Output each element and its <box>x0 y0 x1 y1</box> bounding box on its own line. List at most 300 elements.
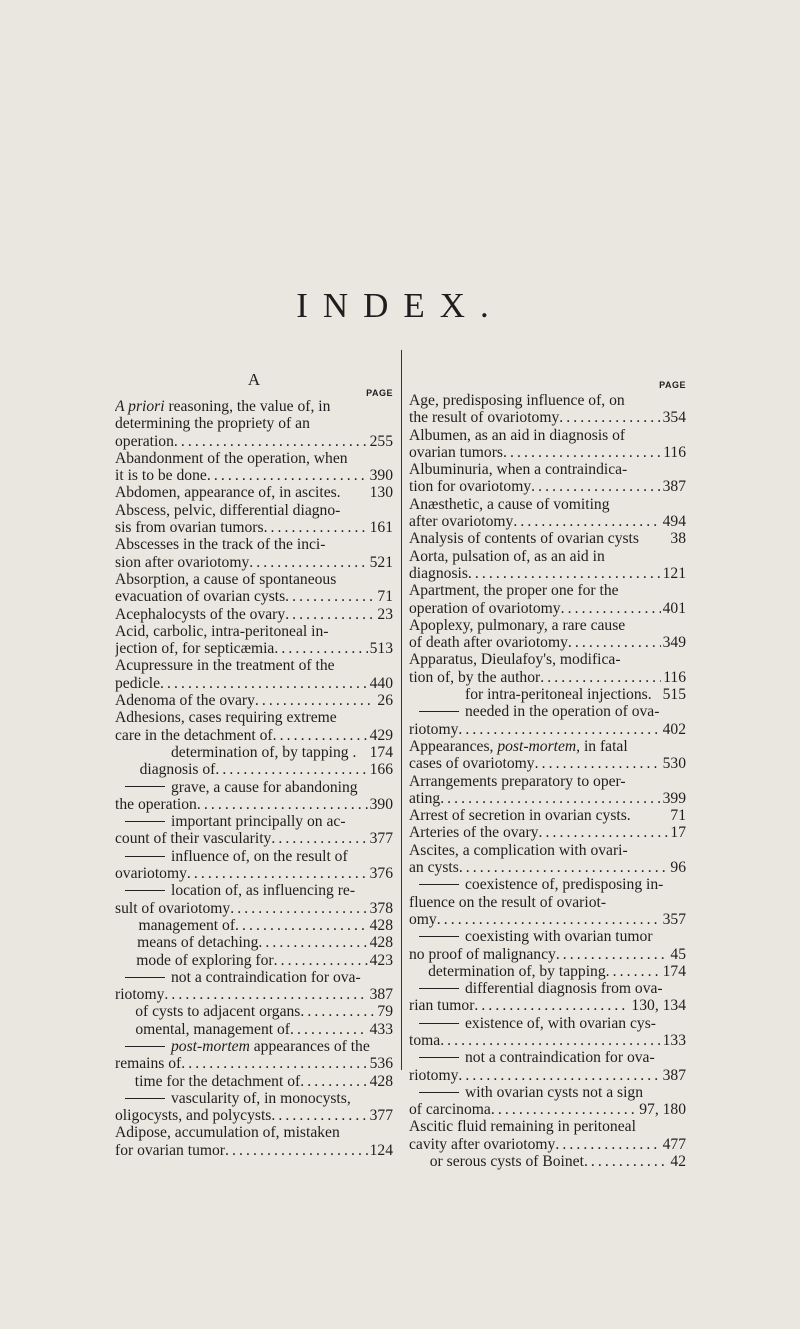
repeat-dash <box>419 1153 424 1169</box>
page-number: 390 <box>369 795 393 813</box>
leader-dots <box>440 1032 660 1049</box>
entry-line <box>409 651 686 668</box>
index-entry <box>115 917 393 934</box>
entry-line <box>115 1055 393 1072</box>
repeat-dash <box>419 988 459 989</box>
entry-text: Albumen, as an aid in diagnosis of <box>409 426 626 444</box>
entry-text: omy <box>409 910 437 928</box>
entry-text: existence of, with ovarian cys- <box>465 1014 656 1032</box>
index-entry <box>115 813 393 848</box>
leader-dots <box>160 675 368 692</box>
entry-line <box>115 519 393 536</box>
entry-text: it is to be done <box>115 467 207 485</box>
entry-text: with ovarian cysts not a sign <box>465 1083 644 1101</box>
entry-text: A priori reasoning, the value of, in <box>115 398 331 415</box>
entry-text: Analysis of contents of ovarian cysts <box>409 530 639 548</box>
entry-line <box>115 1124 393 1141</box>
leader-dots <box>458 721 660 738</box>
leader-dots <box>187 865 368 882</box>
entry-line <box>409 1032 686 1049</box>
entry-line <box>409 894 686 911</box>
index-entry <box>115 1038 393 1073</box>
entry-line <box>409 617 686 634</box>
leader-dots <box>555 1136 660 1153</box>
page-number: 79 <box>377 1003 393 1021</box>
index-entry <box>115 952 393 969</box>
leader-dots <box>468 565 661 582</box>
entry-text: determination of, by tapping . <box>171 743 357 761</box>
entry-text: coexisting with ovarian tumor <box>465 928 653 946</box>
entry-line <box>409 928 686 945</box>
page-number: 399 <box>662 789 686 807</box>
entry-line <box>115 986 393 1003</box>
entry-line <box>115 865 393 882</box>
index-entry <box>409 928 686 963</box>
entry-text: Age, predisposing influence of, on <box>409 392 625 409</box>
leader-dots <box>249 554 367 571</box>
leader-dots <box>181 1055 367 1072</box>
entry-line <box>409 703 686 720</box>
entry-line <box>409 1101 686 1118</box>
page-number: 166 <box>369 761 393 779</box>
index-entry <box>409 651 686 686</box>
index-entry <box>115 657 393 692</box>
entry-text: fluence on the result of ovariot- <box>409 893 607 911</box>
page-number: 377 <box>369 830 393 848</box>
entry-text: Arrangements preparatory to oper- <box>409 772 626 790</box>
index-entry <box>115 606 393 623</box>
page-number: 494 <box>662 513 686 531</box>
index-entry <box>115 882 393 917</box>
index-entry <box>115 744 393 761</box>
index-entry <box>409 617 686 652</box>
index-entry <box>115 623 393 658</box>
index-entry <box>115 1003 393 1020</box>
entry-line <box>409 478 686 495</box>
repeat-dash <box>125 1003 129 1019</box>
repeat-dash <box>419 936 459 937</box>
page-number: 377 <box>369 1107 393 1125</box>
page-number: 390 <box>369 467 393 485</box>
page-number: 174 <box>369 743 393 761</box>
entry-line <box>115 398 393 415</box>
page-number: 38 <box>670 530 686 548</box>
entry-line <box>409 824 686 841</box>
entry-text: Acid, carbolic, intra-peritoneal in- <box>115 622 329 640</box>
index-entry <box>115 1073 393 1090</box>
entry-line <box>115 744 393 761</box>
leader-dots <box>215 761 367 778</box>
entry-line <box>115 1021 393 1038</box>
leader-dots <box>631 807 669 824</box>
entry-text: sult of ovariotomy <box>115 899 231 917</box>
entry-text: Arrest of secretion in ovarian cysts. <box>409 807 631 825</box>
leader-dots <box>606 963 661 980</box>
entry-text: diagnosis of <box>139 761 216 779</box>
index-entry <box>409 496 686 531</box>
index-entry <box>409 582 686 617</box>
index-entry <box>115 969 393 1004</box>
entry-text: mode of exploring for <box>136 951 274 969</box>
entry-line <box>115 1142 393 1159</box>
entry-text: of cysts to adjacent organs <box>135 1003 301 1021</box>
entry-line <box>115 467 393 484</box>
entry-text: for ovarian tumor <box>115 1141 225 1159</box>
page-number: 378 <box>369 899 393 917</box>
entry-text: influence of, on the result of <box>171 847 348 865</box>
entry-line <box>409 1015 686 1032</box>
entry-text: operation of ovariotomy <box>409 599 561 617</box>
entry-line <box>409 1118 686 1135</box>
index-entry <box>409 1049 686 1084</box>
entry-line <box>115 761 393 778</box>
entry-line <box>115 433 393 450</box>
index-entry <box>409 686 686 703</box>
page-number: 124 <box>369 1141 393 1159</box>
entry-line <box>115 484 393 501</box>
repeat-dash <box>125 856 165 857</box>
index-entry <box>409 1153 686 1170</box>
entry-text: Adipose, accumulation of, mistaken <box>115 1124 340 1142</box>
entry-line <box>115 415 393 432</box>
leader-dots <box>531 478 660 495</box>
entry-text: jection of, for septicæmia <box>115 640 275 658</box>
leader-dots <box>540 669 661 686</box>
entry-text: Ascitic fluid remaining in peritoneal <box>409 1118 636 1136</box>
index-entry <box>115 709 393 744</box>
index-entry <box>115 934 393 951</box>
page-number: 357 <box>662 910 686 928</box>
entry-text: not a contraindication for ova- <box>171 968 361 986</box>
page-number: 130 <box>369 484 393 502</box>
leader-dots <box>164 986 367 1003</box>
entry-line <box>115 917 393 934</box>
leader-dots <box>197 796 368 813</box>
index-entry <box>115 398 393 450</box>
entry-line <box>409 738 686 755</box>
entry-text: vascularity of, in monocysts, <box>171 1089 351 1107</box>
entry-text: diagnosis <box>409 564 468 582</box>
entry-text: location of, as influencing re- <box>171 882 356 900</box>
page-number: 423 <box>369 951 393 969</box>
repeat-dash <box>125 952 130 968</box>
index-entry <box>409 738 686 773</box>
entry-line <box>409 513 686 530</box>
entry-line <box>115 606 393 623</box>
leader-dots <box>584 1153 668 1170</box>
entry-text: needed in the operation of ova- <box>465 703 660 721</box>
leader-dots <box>300 1003 375 1020</box>
page-number: 354 <box>662 409 686 427</box>
repeat-dash <box>125 977 165 978</box>
entry-text: post-mortem appearances of the <box>171 1037 370 1055</box>
entry-text: no proof of malignancy <box>409 945 556 963</box>
entry-line <box>409 997 686 1014</box>
repeat-dash <box>419 963 422 979</box>
repeat-dash <box>125 1021 129 1037</box>
entry-line <box>115 727 393 744</box>
entry-text: sion after ovariotomy <box>115 553 250 571</box>
leader-dots <box>258 934 367 951</box>
entry-line <box>409 876 686 893</box>
entry-line <box>409 807 686 824</box>
index-column-left <box>115 372 393 1159</box>
index-title: INDEX. <box>296 286 504 325</box>
leader-dots <box>271 1107 367 1124</box>
index-entry <box>409 703 686 738</box>
entry-line <box>115 640 393 657</box>
entry-line <box>115 1090 393 1107</box>
repeat-dash <box>125 1098 165 1099</box>
entry-line <box>409 963 686 980</box>
entry-line <box>409 1067 686 1084</box>
leader-dots <box>285 588 375 605</box>
entry-line <box>115 450 393 467</box>
index-entry <box>115 502 393 537</box>
entry-text: time for the detachment of <box>134 1072 301 1090</box>
entry-text: cavity after ovariotomy <box>409 1135 556 1153</box>
leader-dots <box>559 409 660 426</box>
entry-text: Ascites, a complication with ovari- <box>409 841 628 859</box>
leader-dots <box>459 859 669 876</box>
page-number: 97, 180 <box>639 1101 686 1119</box>
leader-dots <box>271 830 367 847</box>
index-entry <box>409 773 686 808</box>
entry-text: differential diagnosis from ova- <box>465 980 663 998</box>
entry-text: Appearances, post-mortem, in fatal <box>409 737 628 755</box>
page-number: 530 <box>662 755 686 773</box>
page-number: 387 <box>369 986 393 1004</box>
entry-line <box>115 692 393 709</box>
entry-line <box>115 1073 393 1090</box>
entry-text: after ovariotomy <box>409 513 514 531</box>
index-entry <box>409 461 686 496</box>
entry-text: important principally on ac- <box>171 813 346 831</box>
page-number: 71 <box>377 588 393 606</box>
leader-dots <box>264 519 368 536</box>
leader-dots <box>491 1101 637 1118</box>
leader-dots <box>440 790 660 807</box>
leader-dots <box>207 467 368 484</box>
index-entry <box>115 848 393 883</box>
entry-text: ovariotomy <box>115 865 187 883</box>
entry-text: toma <box>409 1031 441 1049</box>
entry-line <box>115 536 393 553</box>
entry-line <box>115 830 393 847</box>
entry-text: coexistence of, predisposing in- <box>465 876 664 894</box>
entry-text: Arteries of the ovary <box>409 824 539 842</box>
entry-text: rian tumor <box>409 997 475 1015</box>
entry-text: determination of, by tapping <box>428 962 606 980</box>
page-column-header-right: PAGE <box>659 380 686 390</box>
index-entry <box>115 571 393 606</box>
leader-dots <box>652 686 661 703</box>
leader-dots <box>255 692 376 709</box>
entry-line <box>115 675 393 692</box>
index-entry <box>409 548 686 583</box>
entry-line <box>115 1038 393 1055</box>
entry-line <box>115 1003 393 1020</box>
repeat-dash <box>419 686 459 702</box>
entry-text: Acephalocysts of the ovary <box>115 605 286 623</box>
page-number: 513 <box>369 640 393 658</box>
repeat-dash <box>419 1023 459 1024</box>
page-number: 174 <box>662 962 686 980</box>
entry-line <box>115 1107 393 1124</box>
leader-dots <box>503 444 661 461</box>
entry-text: omental, management of <box>135 1020 290 1038</box>
index-entry <box>409 824 686 841</box>
page-number: 17 <box>670 824 686 842</box>
entry-line <box>115 779 393 796</box>
entry-text: remains of <box>115 1055 182 1073</box>
entry-line <box>115 952 393 969</box>
entry-text: Adhesions, cases requiring extreme <box>115 709 337 727</box>
leader-dots <box>273 727 368 744</box>
page-number: 349 <box>662 634 686 652</box>
page-number: 116 <box>663 668 686 686</box>
leader-dots <box>639 530 668 547</box>
entry-text: Apparatus, Dieulafoy's, modifica- <box>409 651 621 669</box>
index-entry <box>115 1090 393 1125</box>
index-entry <box>409 1118 686 1153</box>
leader-dots <box>568 634 661 651</box>
entry-line <box>115 796 393 813</box>
entry-line <box>409 773 686 790</box>
entry-text: Abdomen, appearance of, in ascites. <box>115 484 341 502</box>
index-entry <box>115 450 393 485</box>
repeat-dash <box>125 890 165 891</box>
leader-dots <box>437 911 661 928</box>
column-divider <box>401 350 402 1070</box>
entry-text: Absorption, a cause of spontaneous <box>115 570 337 588</box>
page-number: 130, 134 <box>631 997 686 1015</box>
page-number: 401 <box>662 599 686 617</box>
repeat-dash <box>125 821 165 822</box>
entry-text: riotomy <box>409 720 459 738</box>
index-entry <box>409 427 686 462</box>
entry-line <box>409 427 686 444</box>
entry-line <box>409 790 686 807</box>
page-number: 376 <box>369 865 393 883</box>
entry-text: Adenoma of the ovary <box>115 692 255 710</box>
page-number: 23 <box>377 605 393 623</box>
leader-dots <box>285 606 375 623</box>
leader-dots <box>561 600 661 617</box>
entry-line <box>115 502 393 519</box>
page-number: 116 <box>663 443 686 461</box>
entry-text: means of detaching <box>137 934 259 952</box>
entry-line <box>409 859 686 876</box>
leader-dots <box>230 900 367 917</box>
index-entry <box>409 1084 686 1119</box>
section-letter: A <box>247 370 261 389</box>
leader-dots <box>274 640 367 657</box>
index-entry <box>409 963 686 980</box>
page-number: 477 <box>662 1135 686 1153</box>
entry-text: not a contraindication for ova- <box>465 1049 655 1067</box>
page-number: 71 <box>670 807 686 825</box>
entry-line <box>115 848 393 865</box>
entry-text: evacuation of ovarian cysts <box>115 588 286 606</box>
entry-line <box>409 686 686 703</box>
entry-text: grave, a cause for abandoning <box>171 778 358 796</box>
entry-line <box>409 721 686 738</box>
page-number: 521 <box>369 553 393 571</box>
entry-line <box>409 980 686 997</box>
entry-text: determining the propriety of an <box>115 415 310 433</box>
page-number: 387 <box>662 478 686 496</box>
entry-text: of carcinoma <box>409 1101 491 1119</box>
entry-text: or serous cysts of Boinet <box>429 1153 584 1171</box>
leader-dots <box>274 952 368 969</box>
repeat-dash <box>125 786 165 787</box>
repeat-dash <box>419 1092 459 1093</box>
leader-dots <box>341 484 368 501</box>
leader-dots <box>556 946 669 963</box>
leader-dots <box>458 1067 660 1084</box>
entry-line <box>115 969 393 986</box>
entry-list-left <box>115 398 393 1159</box>
entry-line <box>409 392 686 409</box>
entry-line <box>409 582 686 599</box>
entry-text: Anæsthetic, a cause of vomiting <box>409 495 610 513</box>
entry-text: an cysts <box>409 859 459 877</box>
page-column-header-left: PAGE <box>366 388 393 398</box>
page-number: 440 <box>369 674 393 692</box>
entry-text: ovarian tumors <box>409 443 503 461</box>
repeat-dash <box>419 711 459 712</box>
index-entry <box>409 876 686 928</box>
leader-dots <box>538 824 668 841</box>
repeat-dash <box>419 884 459 885</box>
repeat-dash <box>125 1073 129 1089</box>
index-column-right <box>409 372 686 1170</box>
entry-line <box>409 634 686 651</box>
entry-text: pedicle <box>115 674 161 692</box>
page-number: 161 <box>369 519 393 537</box>
page-number: 121 <box>662 564 686 582</box>
index-entry <box>115 1124 393 1159</box>
entry-text: the result of ovariotomy <box>409 409 560 427</box>
entry-line <box>409 669 686 686</box>
page-number: 387 <box>662 1066 686 1084</box>
index-entry <box>409 980 686 1015</box>
entry-text: tion of, by the author <box>409 668 541 686</box>
page-number: 133 <box>662 1031 686 1049</box>
index-entry <box>115 779 393 814</box>
leader-dots <box>535 755 661 772</box>
entry-line <box>115 554 393 571</box>
leader-dots <box>290 1021 368 1038</box>
entry-text: Abscess, pelvic, differential diagno- <box>115 501 341 519</box>
page-number: 428 <box>369 1072 393 1090</box>
entry-line <box>115 813 393 830</box>
index-entry <box>115 1021 393 1038</box>
entry-line <box>409 946 686 963</box>
entry-text: cases of ovariotomy <box>409 755 535 773</box>
entry-text: Apoplexy, pulmonary, a rare cause <box>409 616 626 634</box>
index-entry <box>409 807 686 824</box>
entry-text: Abscesses in the track of the inci- <box>115 536 326 554</box>
index-entry <box>115 484 393 501</box>
index-entry <box>115 761 393 778</box>
page-number: 402 <box>662 720 686 738</box>
index-entry <box>409 530 686 547</box>
entry-text: Aorta, pulsation of, as an aid in <box>409 547 605 565</box>
repeat-dash <box>125 917 132 933</box>
entry-line <box>409 1136 686 1153</box>
